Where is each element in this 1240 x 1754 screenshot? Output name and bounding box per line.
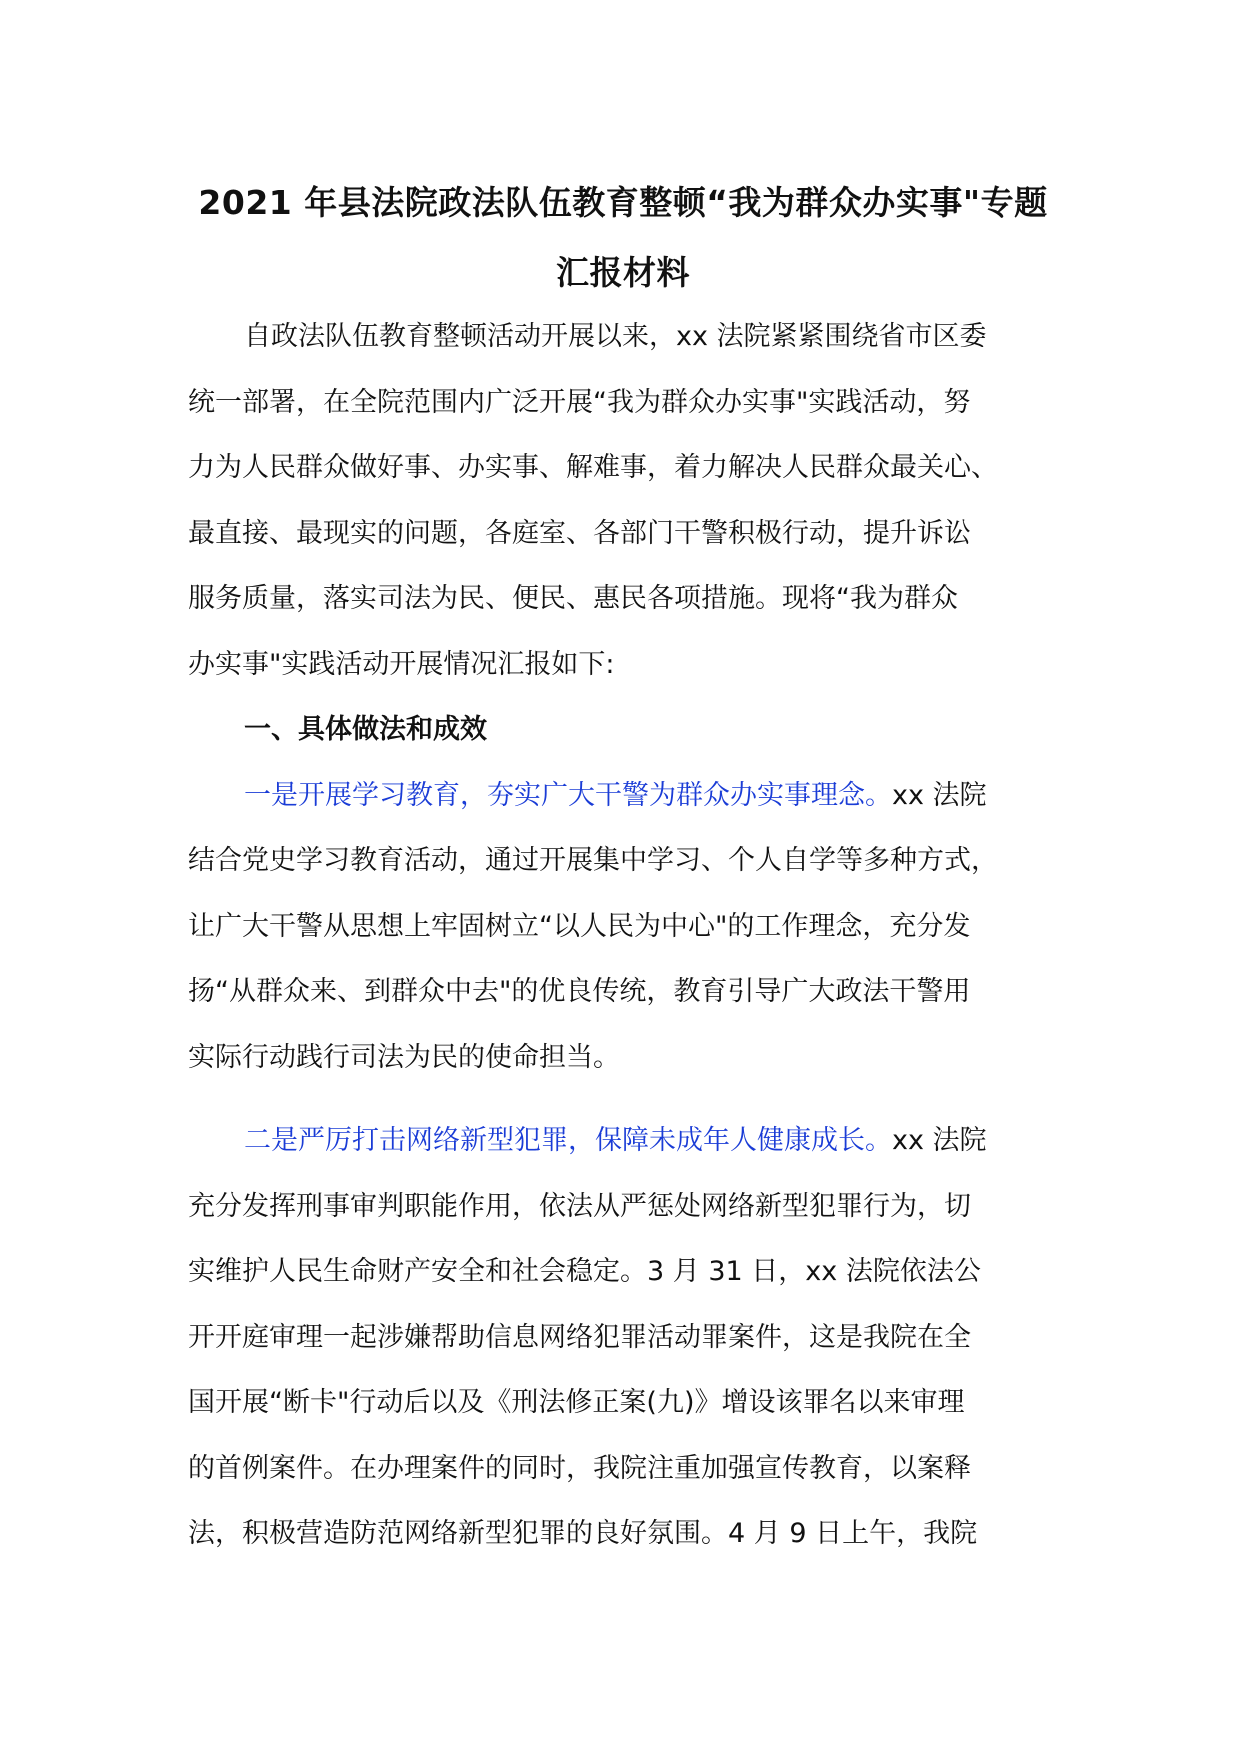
item-1-line: 实际行动践行司法为民的使命担当。 — [188, 1041, 620, 1073]
item-1-highlight: 一是开展学习教育，夯实广大干警为群众办实事理念。 — [244, 779, 892, 811]
intro-line: 力为人民群众做好事、办实事、解难事，着力解决人民群众最关心、 — [188, 452, 998, 483]
intro-line: 服务质量，落实司法为民、便民、惠民各项措施。现将“我为群众 — [188, 583, 958, 614]
intro-line: 最直接、最现实的问题，各庭室、各部门干警积极行动，提升诉讼 — [188, 517, 971, 549]
paragraph-spacer — [188, 1090, 1058, 1108]
item-2-line: 的首例案件。在办理案件的同时，我院注重加强宣传教育，以案释 — [188, 1452, 971, 1484]
item-2-paragraph — [188, 1108, 1058, 1567]
item-1-first-line — [188, 763, 1058, 829]
item-1-line: 扬“从群众来、到群众中去"的优良传统，教育引导广大政法干警用 — [188, 976, 971, 1007]
title-line-1: 2021 年县法院政法队伍教育整顿“我为群众办实事"专题 — [198, 183, 1048, 222]
item-2-first-line — [188, 1108, 1058, 1174]
intro-paragraph — [188, 304, 1058, 697]
item-2-first-line-rest: xx 法院 — [892, 1125, 987, 1156]
title-line-2: 汇报材料 — [556, 253, 690, 292]
item-1-line: 让广大干警从思想上牢固树立“以人民为中心"的工作理念，充分发 — [188, 910, 971, 942]
intro-line: 统一部署，在全院范围内广泛开展“我为群众办实事"实践活动，努 — [188, 386, 971, 418]
item-2-line: 法，积极营造防范网络新型犯罪的良好氛围。4 月 9 日上午，我院 — [188, 1518, 978, 1549]
document-body — [188, 304, 1058, 1567]
item-2-line: 实维护人民生命财产安全和社会稳定。3 月 31 日，xx 法院依法公 — [188, 1256, 981, 1287]
item-2-line: 充分发挥刑事审判职能作用，依法从严惩处网络新型犯罪行为，切 — [188, 1190, 971, 1222]
intro-line: 自政法队伍教育整顿活动开展以来，xx 法院紧紧围绕省市区委 — [244, 321, 987, 352]
item-1-line: 结合党史学习教育活动，通过开展集中学习、个人自学等多种方式， — [188, 845, 998, 876]
item-1-first-line-rest: xx 法院 — [892, 779, 987, 811]
intro-line: 办实事"实践活动开展情况汇报如下: — [188, 648, 615, 680]
section-heading: 一、具体做法和成效 — [244, 714, 487, 745]
item-2-line: 国开展“断卡"行动后以及《刑法修正案(九)》增设该罪名以来审理 — [188, 1387, 965, 1418]
item-1-paragraph — [188, 763, 1058, 1091]
item-2-highlight: 二是严厉打击网络新型犯罪，保障未成年人健康成长。 — [244, 1125, 892, 1156]
item-2-line: 开开庭审理一起涉嫌帮助信息网络犯罪活动罪案件，这是我院在全 — [188, 1321, 971, 1353]
document-title — [188, 168, 1058, 308]
